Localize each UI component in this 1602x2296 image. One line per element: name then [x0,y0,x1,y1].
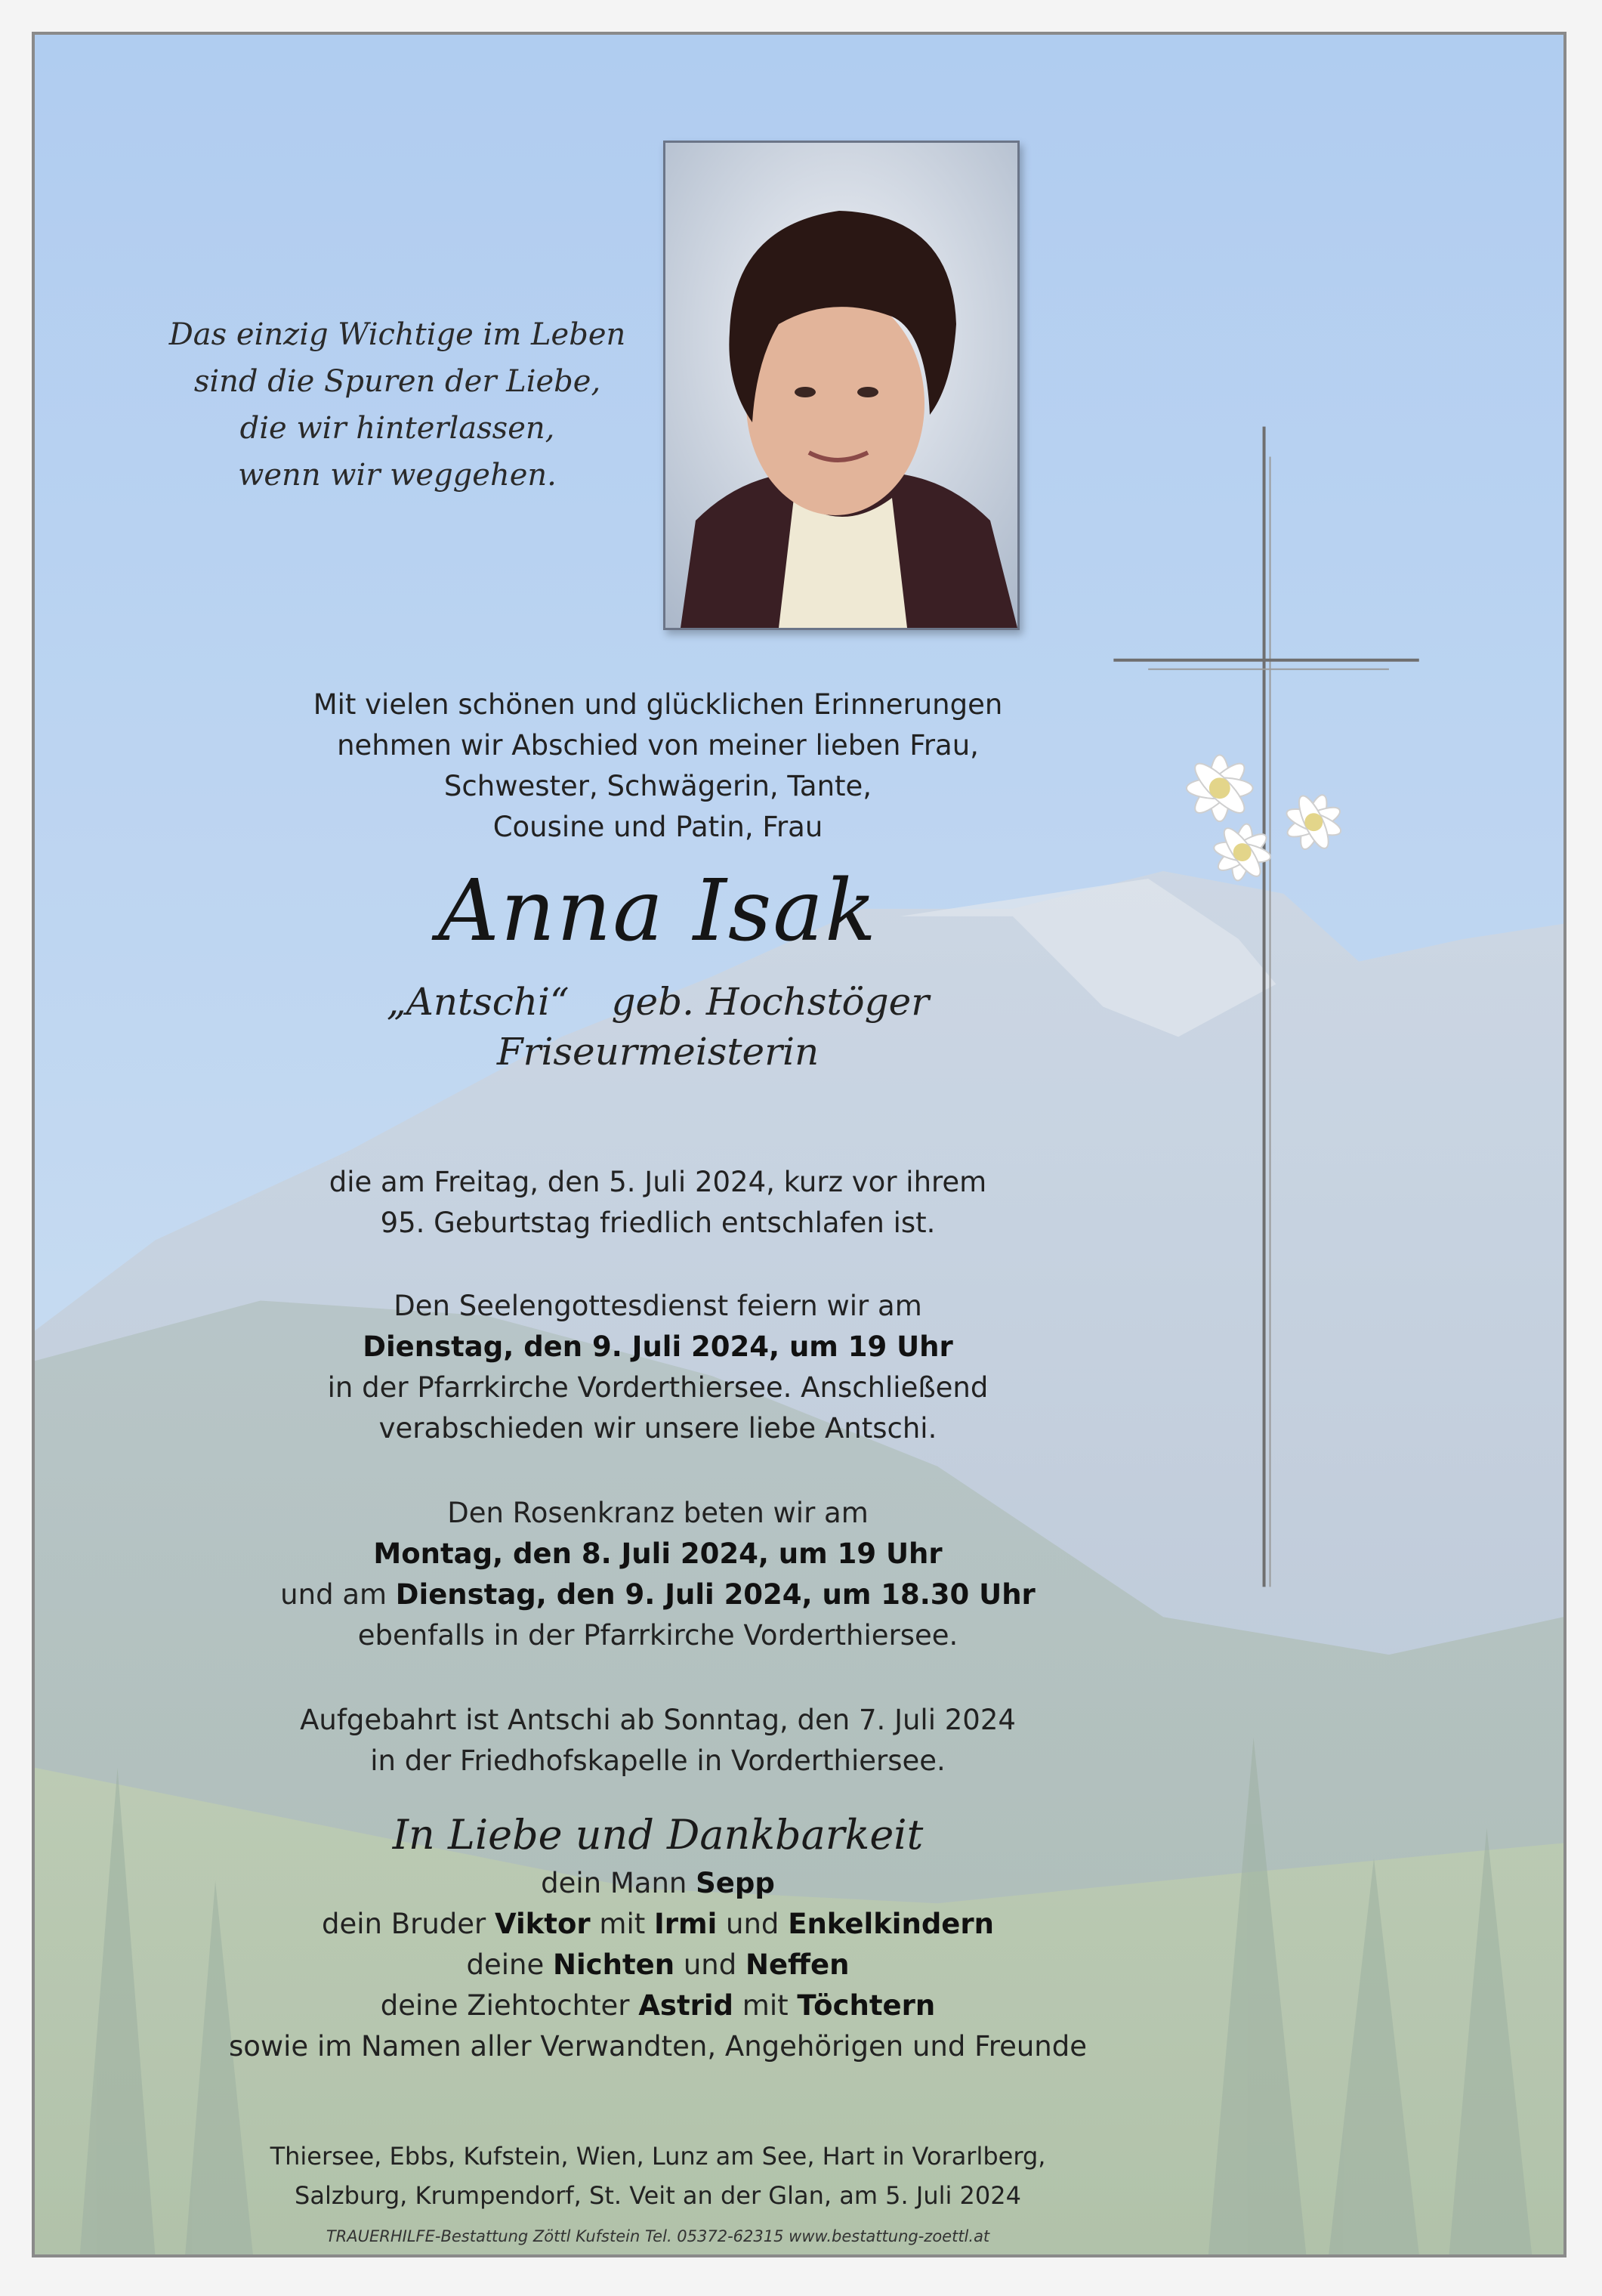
death-line: die am Freitag, den 5. Juli 2024, kurz vor ihrem [329,1166,987,1198]
parte-card [32,32,1567,2257]
rosary-line: Den Rosenkranz beten wir am [447,1497,869,1529]
birth-name: geb. Hochstöger [611,980,930,1024]
deceased-nickname-line [156,979,1160,1024]
places-line: Salzburg, Krumpendorf, St. Veit an der Glan, am 5. Juli 2024 [295,2181,1021,2210]
nickname: „Antschi“ [386,980,569,1024]
deceased-name: Anna Isak [438,862,878,960]
edelweiss-flowers [1187,755,1344,882]
motto-line: sind die Spuren der Liebe, [193,364,601,399]
service-line: in der Pfarrkirche Vorderthiersee. Anschließend [327,1371,989,1404]
intro-line: Schwester, Schwägerin, Tante, [443,770,872,802]
intro-line: Mit vielen schönen und glücklichen Erinnerungen [313,688,1003,721]
motto-line: Das einzig Wichtige im Leben [168,317,626,352]
rosary-line: ebenfalls in der Pfarrkirche Vorderthiersee. [357,1619,958,1652]
places-and-date [156,2137,1160,2215]
mourners-title: In Liebe und Dankbarkeit [392,1811,924,1859]
laid-out-notice [156,1700,1160,1781]
service-date: Dienstag, den 9. Juli 2024, um 19 Uhr [363,1330,953,1363]
intro-line: nehmen wir Abschied von meiner lieben Frau, [337,729,979,762]
motto-line: wenn wir weggehen. [238,458,557,493]
motto-line: die wir hinterlassen, [239,411,555,446]
death-notice [156,1162,1160,1244]
mourners-list [156,1863,1160,2067]
portrait-photo [663,141,1020,630]
mourner-line: dein Mann Sepp [541,1867,775,1899]
laid-out-line: Aufgebahrt ist Antschi ab Sonntag, den 7. Juli 2024 [300,1704,1016,1736]
mourner-line: sowie im Namen aller Verwandten, Angehörigen und Freunde [228,2030,1088,2063]
mourner-line: deine Nichten und Neffen [466,1948,850,1981]
service-notice [156,1286,1160,1449]
intro-line: Cousine und Patin, Frau [492,811,823,843]
intro-text [156,684,1160,848]
rosary-date: und am Dienstag, den 9. Juli 2024, um 18.30 Uhr [280,1578,1036,1611]
profession: Friseurmeisterin [496,1030,820,1074]
laid-out-line: in der Friedhofskapelle in Vorderthiersee. [370,1744,946,1777]
rosary-notice [156,1493,1160,1656]
service-line: verabschieden wir unsere liebe Antschi. [378,1412,937,1445]
funeral-home-footer: TRAUERHILFE-Bestattung Zöttl Kufstein Tel. 05372-62315 www.bestattung-zoettl.at [326,2227,990,2245]
motto-quote [125,311,669,499]
rosary-date: Montag, den 8. Juli 2024, um 19 Uhr [373,1537,943,1570]
mourner-line: deine Ziehtochter Astrid mit Töchtern [380,1989,936,2022]
places-line: Thiersee, Ebbs, Kufstein, Wien, Lunz am See, Hart in Vorarlberg, [270,2142,1046,2171]
mourner-line: dein Bruder Viktor mit Irmi und Enkelkindern [322,1908,994,1940]
death-line: 95. Geburtstag friedlich entschlafen ist. [380,1207,936,1239]
service-line: Den Seelengottesdienst feiern wir am [394,1290,922,1322]
